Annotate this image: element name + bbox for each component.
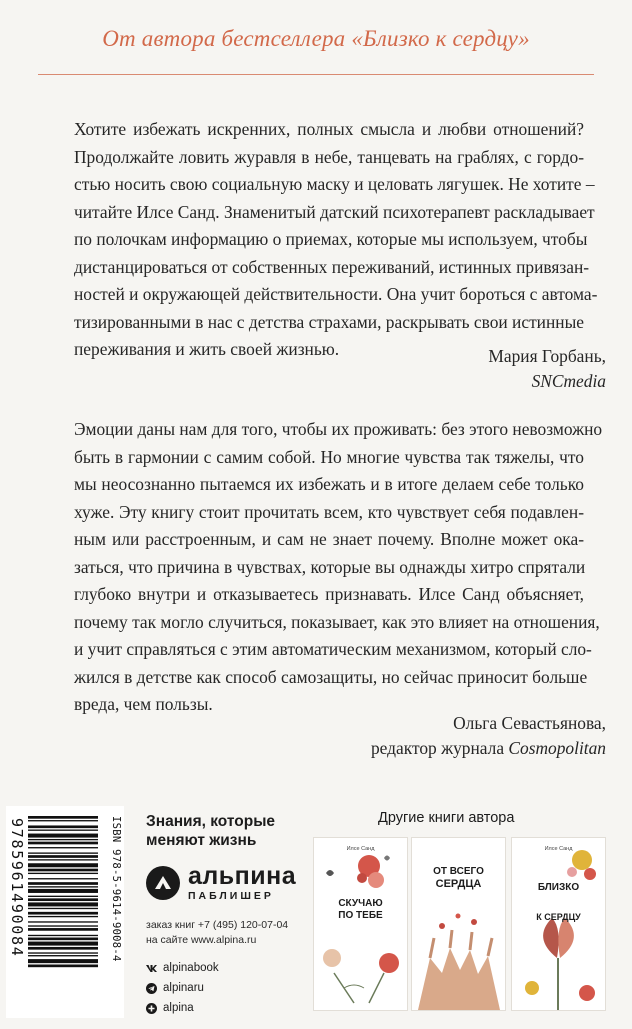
review-line: жился в детстве как способ самозащиты, но сейчас приносит больше: [74, 666, 588, 687]
review-line: ным или расстроенным, и сам не знает почему. Вполне может ока-: [74, 529, 584, 549]
book-author: Илсе Санд: [346, 846, 375, 852]
telegram-icon: [146, 983, 157, 994]
review-source: Cosmopolitan: [508, 738, 606, 758]
review-author: Ольга Севастьянова,: [453, 713, 606, 733]
review-line: читайте Илсе Санд. Знаменитый датский психотерапевт раскладывает: [74, 201, 595, 222]
review-attribution-1: [186, 344, 606, 394]
book-cover-from-heart: [412, 838, 505, 1010]
review-line: Эмоции даны нам для того, чтобы их проживать: без этого невозможно: [74, 419, 603, 439]
book-title-line: СКУЧАЮ: [338, 898, 383, 909]
isbn-number: ISBN 978-5-9614-9008-4: [110, 816, 122, 962]
review-line: ностей и окружающей действительности. Она учит бороться с автома-: [74, 284, 598, 304]
book-title-line: БЛИЗКО: [537, 882, 580, 893]
book-cover-close-to-heart: [512, 838, 605, 1010]
social-label: alpina: [163, 1002, 194, 1014]
plus-icon: [146, 1003, 157, 1014]
book-author: Илсе Санд: [544, 846, 573, 852]
review-line: по полочкам информацию о приемах, которые мы используем, чтобы: [74, 229, 588, 249]
review-source: SNCmedia: [531, 371, 606, 391]
alpina-logo-icon: [146, 866, 180, 900]
tagline-line: меняют жизнь: [146, 832, 257, 849]
book-cover-miss-you: [314, 838, 407, 1010]
social-label: alpinaru: [163, 982, 204, 994]
headline: От автора бестселлера «Близко к сердцу»: [102, 26, 530, 51]
vk-icon: [146, 963, 157, 974]
review-author: Мария Горбань,: [488, 346, 606, 366]
heart-flowers-illustration-icon: [512, 838, 605, 1010]
review-line: мы неосознанно пытаемся их избежать и в итоге делаем себе только: [74, 474, 584, 494]
divider: [38, 74, 594, 75]
hands-illustration-icon: [412, 838, 505, 1010]
review-line: переживания и жить своей жизнью.: [74, 339, 340, 359]
book-title-line: К СЕРДЦУ: [536, 912, 581, 922]
flowers-illustration-icon: [314, 838, 407, 1010]
review-quote-1: [74, 116, 598, 364]
review-line: и учит справляться с этим автоматическим механизмом, который сло-: [74, 639, 592, 659]
tagline-line: Знания, которые: [146, 813, 276, 830]
publisher-name: альпина: [188, 862, 297, 890]
review-role-text: редактор журнала: [370, 738, 509, 758]
review-line: почему так могло случиться, показывает, как это влияет на отношения,: [74, 611, 600, 632]
order-phone: заказ книг +7 (495) 120-07-04: [146, 919, 289, 931]
review-line: заться, что причина в чувствах, которые вы однажды хитро спрятали: [74, 556, 586, 577]
barcode-block: [6, 806, 124, 1018]
social-label: alpinabook: [163, 962, 219, 974]
review-line: Хотите избежать искренних, полных смысла и любви отношений?: [74, 119, 584, 139]
review-line: глубоко внутри и отказываетесь признавать. Илсе Санд объясняет,: [74, 584, 584, 604]
review-line: стью носить свою социальную маску и целовать лягушек. Не хотите –: [74, 174, 595, 194]
ean-number: 9785961490084: [8, 818, 26, 958]
order-site: на сайте www.alpina.ru: [146, 934, 257, 946]
review-attribution-2: [186, 711, 606, 761]
book-title-line: ПО ТЕБЕ: [338, 910, 383, 921]
book-title-line: СЕРДЦА: [435, 878, 482, 890]
other-books-title: Другие книги автора: [378, 810, 515, 826]
review-line: хуже. Эту книгу стоит прочитать всем, кто чувствует себя подавлен-: [74, 501, 584, 522]
review-line: быть в гармонии с самим собой. Но многие чувства так тяжелы, что: [74, 446, 584, 467]
review-line: дистанцироваться от собственных переживаний, истинных привязан-: [74, 256, 590, 277]
book-title-line: ОТ ВСЕГО: [433, 866, 484, 877]
review-line: тизированными в нас с детства страхами, раскрывать свои истинные: [74, 311, 584, 332]
barcode-icon: [28, 816, 98, 1012]
review-role: [186, 736, 606, 761]
review-line: вреда, чем пользы.: [74, 694, 213, 714]
review-line: Продолжайте ловить журавля в небе, танцевать на граблях, с гордо-: [74, 146, 584, 167]
publisher-sub: ПАБЛИШЕР: [188, 890, 274, 902]
review-quote-2: [74, 416, 603, 719]
